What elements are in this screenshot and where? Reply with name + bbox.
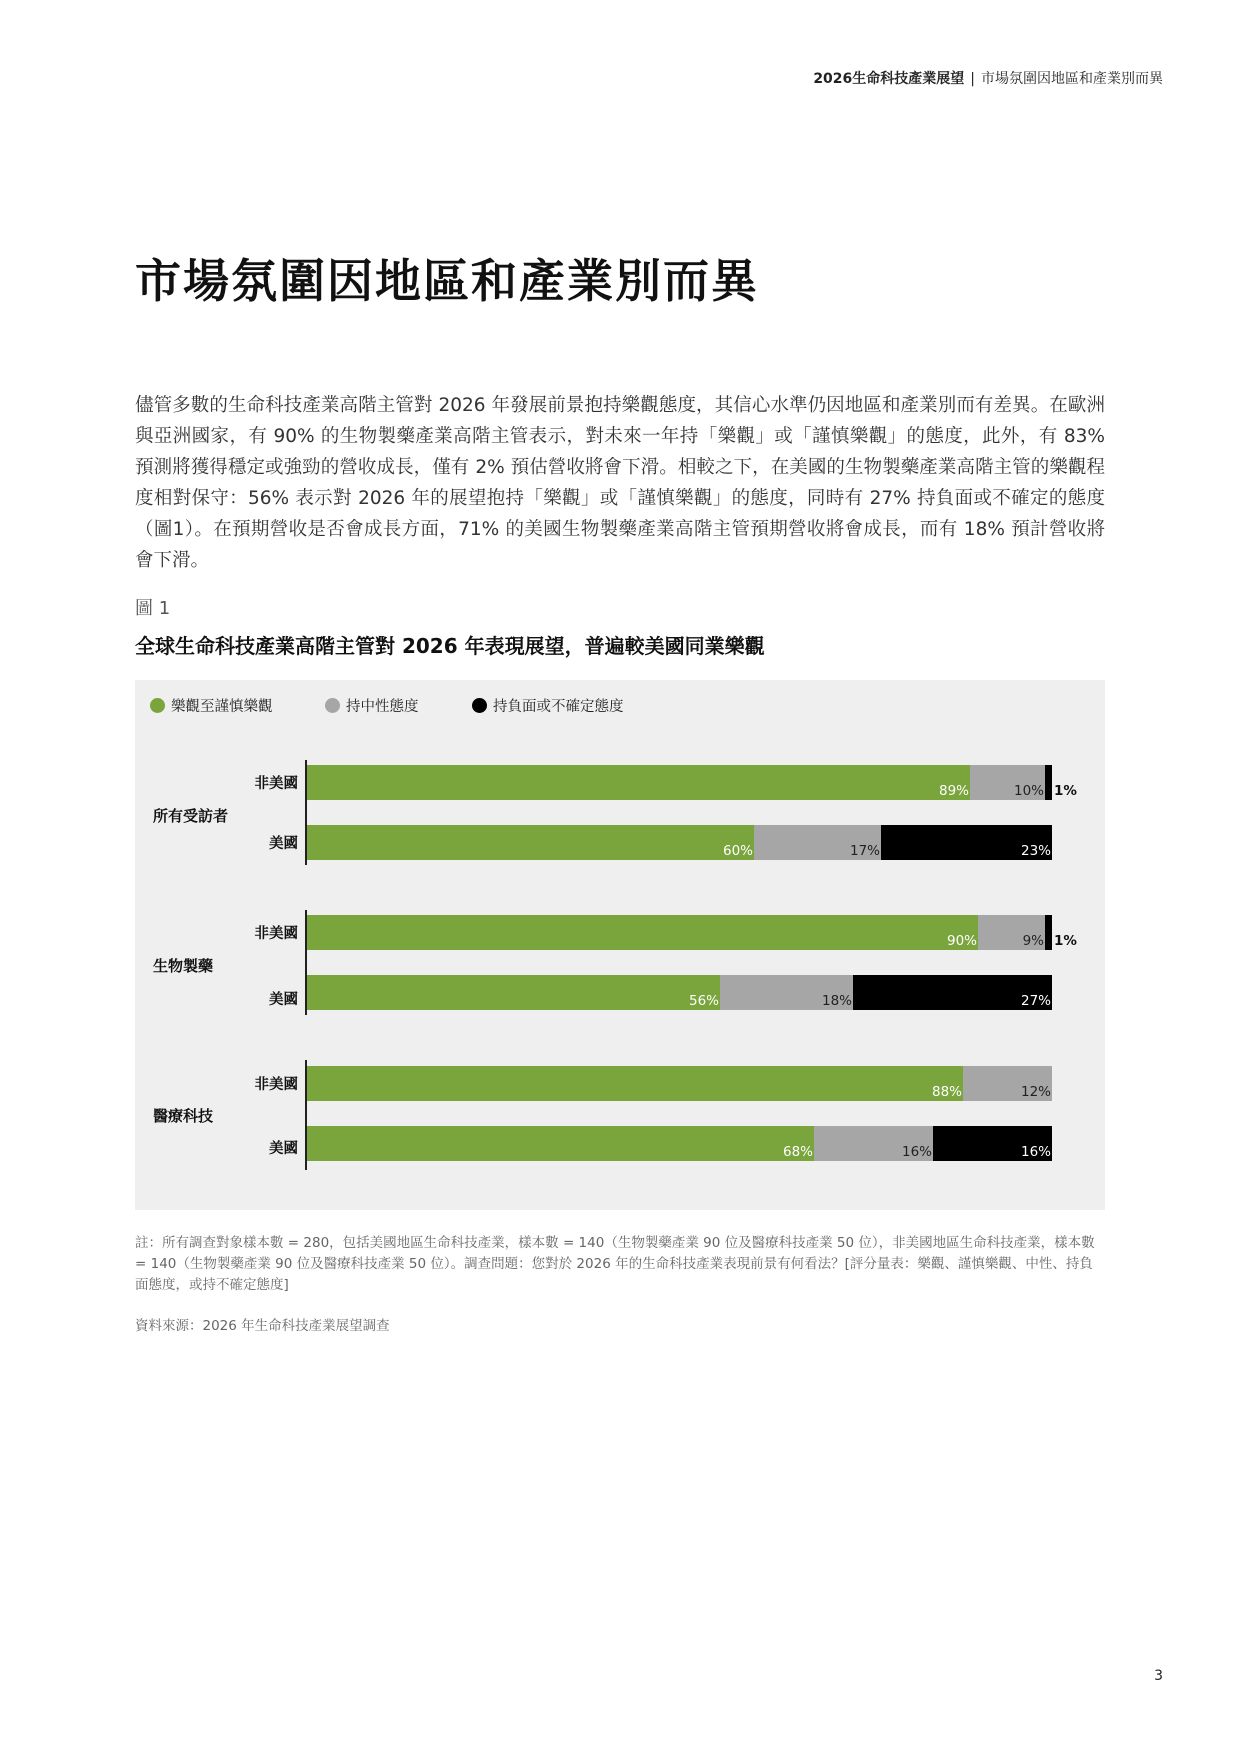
legend-label-neutral: 持中性態度 [346,699,419,715]
bar-segment-optimistic [307,1066,963,1101]
body-paragraph: 儘管多數的生命科技產業高階主管對 2026 年發展前景抱持樂觀態度，其信心水準仍因地區和產業別而有差異。在歐洲與亞洲國家，有 90% 的生物製藥產業高階主管表示，對未來一年持「樂觀」或「謹慎樂觀」的態度，此外，有 83% 預測將獲得穩定或強勁的營收成長，僅有 2% 預估營收將會下滑。相較之下，在美國的生物製藥產業高階主管的樂觀程度相對保守：56% 表示對 2026 年的展望抱持「樂觀」或「謹慎樂觀」的態度，同時有 27% 持負面或不確定的態度（圖1）。在預期營收是否會成長方面，71% 的美國生物製藥產業高階主管預期營收將會成長，而有 18% 預計營收將會下滑。 [135,395,1105,571]
bar-segment-neutral [754,825,881,860]
legend-swatch-negative [472,698,487,713]
figure-note: 註：所有調查對象樣本數 = 280，包括美國地區生命科技產業，樣本數 = 140（生物製藥產業 90 位及醫療科技產業 50 位），非美國地區生命科技產業，樣本數 = 140（生物製藥產業 90 位及醫療科技產業 50 位）。調查問題：您對於 2026 年的生命科技產業表現前景有何看法？[評分量表：樂觀、謹慎樂觀、中性、持負面態度，或持不確定態度] [135,1235,1095,1293]
bar-segment-neutral [963,1066,1052,1101]
bar-segment-optimistic [307,1126,814,1161]
bar-value-label: 56% [688,993,719,1009]
legend-label-negative: 持負面或不確定態度 [493,699,624,715]
bar-segment-negative [853,975,1052,1010]
bar-segment-optimistic [307,765,970,800]
legend-swatch-neutral [325,698,340,713]
page-number: 3 [1154,1668,1163,1684]
group-label-medtech: 醫療科技 [153,1107,214,1125]
bar-segment-negative [1045,765,1077,800]
bar-segment-optimistic [307,975,720,1010]
bar-value-label: 9% [1022,933,1044,949]
legend-item-neutral [325,695,419,716]
running-header [813,68,1163,88]
bar-value-label: 1% [1054,783,1077,799]
bar-value-label: 90% [946,933,977,949]
bar-value-label: 27% [1020,993,1051,1009]
bar-value-label: 1% [1054,933,1077,949]
figure-label: 圖 1 [135,598,171,619]
bar-segment-negative [1045,915,1077,950]
row-label-bio-us: 美國 [269,992,298,1008]
bar-segment-optimistic [307,915,978,950]
bar-bio-nonus [307,915,1077,950]
bar-segment-neutral [978,915,1045,950]
bar-segment-neutral [720,975,853,1010]
bar-value-label: 88% [931,1084,962,1100]
bar-value-label: 68% [782,1144,813,1160]
bar-segment-optimistic [307,825,754,860]
bar-value-label: 23% [1020,843,1051,859]
row-label-med-us: 美國 [269,1141,298,1157]
bar-value-label: 17% [849,843,880,859]
bar-bio-us [307,975,1052,1010]
header-section: 市場氛圍因地區和產業別而異 [981,71,1163,87]
bar-value-label: 60% [722,843,753,859]
page-title: 市場氛圍因地區和產業別而異 [135,254,759,308]
bar-segment-neutral [970,765,1045,800]
row-label-all-nonus: 非美國 [254,776,298,792]
row-label-all-us: 美國 [269,836,298,852]
legend-label-optimistic: 樂觀至謹慎樂觀 [171,699,273,715]
legend-swatch-optimistic [150,698,165,713]
group-label-all: 所有受訪者 [153,807,229,825]
figure-source: 資料來源：2026 年生命科技產業展望調查 [135,1318,390,1334]
bar-med-us [307,1126,1052,1161]
header-separator: | [970,71,975,87]
bar-segment-negative [881,825,1052,860]
bar-all-nonus [307,765,1077,800]
legend-item-negative [472,695,624,716]
figure-title: 全球生命科技產業高階主管對 2026 年表現展望，普遍較美國同業樂觀 [135,634,765,658]
bar-segment-negative [933,1126,1052,1161]
legend-item-optimistic [150,695,273,716]
bar-all-us [307,825,1052,860]
bar-value-label: 18% [821,993,852,1009]
bar-value-label: 89% [938,783,969,799]
bar-value-label: 10% [1013,783,1044,799]
bar-value-label: 16% [901,1144,932,1160]
row-label-med-nonus: 非美國 [254,1077,298,1093]
header-report-title: 2026生命科技產業展望 [813,71,965,87]
bar-segment-neutral [814,1126,933,1161]
row-label-bio-nonus: 非美國 [254,926,298,942]
bar-value-label: 16% [1020,1144,1051,1160]
bar-med-nonus [307,1066,1052,1101]
group-label-biopharma: 生物製藥 [153,957,214,975]
bar-value-label: 12% [1020,1084,1051,1100]
